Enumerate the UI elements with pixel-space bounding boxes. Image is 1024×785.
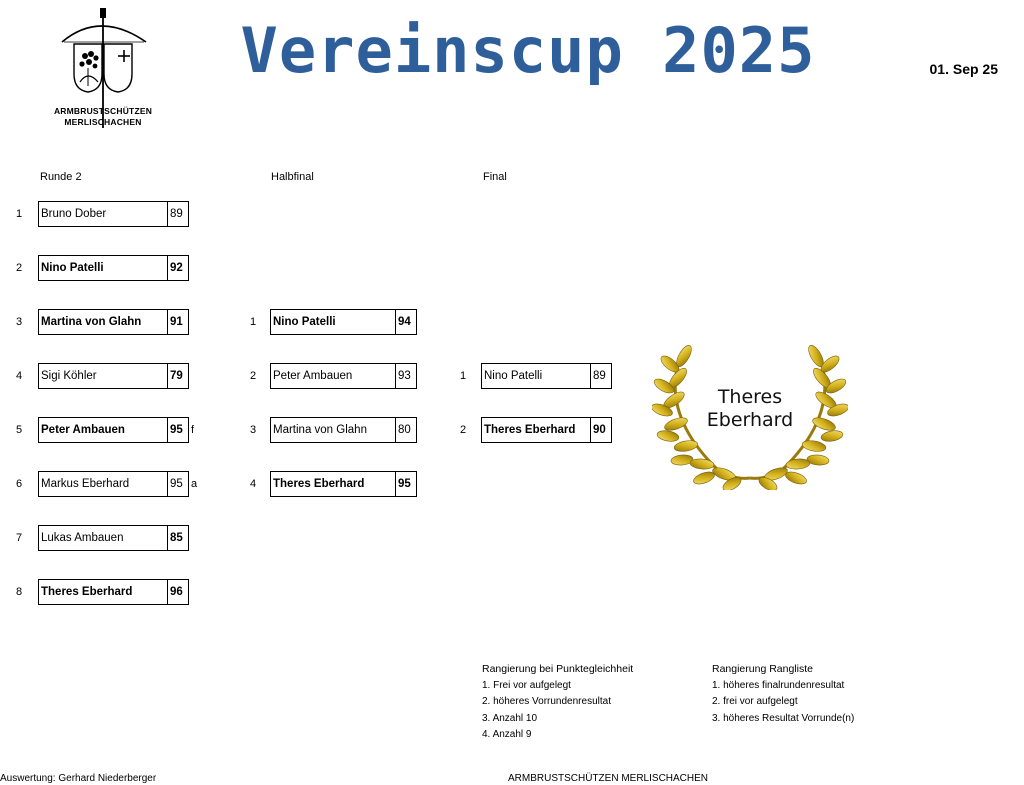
competitor-name: Markus Eberhard [39,472,168,496]
semifinal-seed: 4 [250,478,257,490]
competitor-name: Sigi Köhler [39,364,168,388]
semifinal-seed: 1 [250,316,257,328]
logo-text-line1: ARMBRUSTSCHÜTZEN [53,106,153,116]
ranking-item: 3. höheres Resultat Vorrunde(n) [712,713,855,724]
round2-seed: 1 [16,208,23,220]
round2-label: Runde 2 [40,171,82,183]
final-label: Final [483,171,507,183]
winner-last-name: Eberhard [706,409,794,431]
semifinal-entry [270,363,417,389]
ranking-item: 1. höheres finalrundenresultat [712,680,845,691]
competitor-score: 89 [170,208,183,220]
competitor-score: 95 [170,424,183,436]
round2-seed: 4 [16,370,23,382]
round2-seed: 8 [16,586,23,598]
final-entry [481,417,612,443]
competitor-score: 95 [398,478,411,490]
semifinal-entry [270,471,417,497]
competitor-score: 95 [170,478,183,490]
round2-entry [38,255,189,281]
round2-seed: 5 [16,424,23,436]
round2-entry [38,309,189,335]
round2-seed: 6 [16,478,23,490]
semifinal-entry [270,309,417,335]
competitor-score: 89 [593,370,606,382]
round2-seed: 7 [16,532,23,544]
competitor-score: 92 [170,262,183,274]
tiebreak-item: 2. höheres Vorrundenresultat [482,696,611,707]
competitor-name: Bruno Dober [39,202,168,226]
round2-seed: 3 [16,316,23,328]
round2-entry [38,363,189,389]
semifinal-entry [270,417,417,443]
competitor-score: 90 [593,424,606,436]
competitor-name: Peter Ambauen [271,364,396,388]
tiebreak-item: 4. Anzahl 9 [482,729,532,740]
semifinal-seed: 2 [250,370,257,382]
round2-entry [38,471,189,497]
footer-club: ARMBRUSTSCHÜTZEN MERLISCHACHEN [508,773,709,784]
final-entry [481,363,612,389]
competitor-name: Nino Patelli [271,310,396,334]
page-title: Vereinscup 2025 [240,14,816,87]
tiebreak-item: 1. Frei vor aufgelegt [482,680,571,691]
competitor-name: Nino Patelli [39,256,168,280]
competitor-score: 94 [398,316,411,328]
round2-seed: 2 [16,262,23,274]
competitor-score: 93 [398,370,411,382]
final-seed: 2 [460,424,467,436]
competitor-name: Lukas Ambauen [39,526,168,550]
competitor-score: 91 [170,316,183,328]
competitor-name: Theres Eberhard [271,472,396,496]
event-date: 01. Sep 25 [929,61,998,77]
winner-name [652,386,848,432]
round2-entry [38,579,189,605]
tiebreak-suffix: a [191,478,198,490]
competitor-name: Theres Eberhard [39,580,168,604]
competitor-name: Nino Patelli [482,364,591,388]
semifinal-seed: 3 [250,424,257,436]
round2-entry [38,201,189,227]
competitor-score: 79 [170,370,183,382]
ranking-heading: Rangierung Rangliste [712,663,813,675]
tiebreak-heading: Rangierung bei Punktegleichheit [482,663,634,675]
tiebreak-suffix: f [191,424,195,436]
logo-text-line2: MERLISCHACHEN [64,117,142,127]
competitor-score: 96 [170,586,183,598]
ranking-item: 2. frei vor aufgelegt [712,696,798,707]
competitor-name: Martina von Glahn [39,310,168,334]
round2-entry [38,417,189,443]
tiebreak-item: 3. Anzahl 10 [482,713,538,724]
competitor-name: Theres Eberhard [482,418,591,442]
competitor-name: Peter Ambauen [39,418,168,442]
final-seed: 1 [460,370,467,382]
competitor-score: 85 [170,532,183,544]
semifinal-label: Halbfinal [271,171,314,183]
competitor-score: 80 [398,424,411,436]
footer-evaluator: Auswertung: Gerhard Niederberger [0,773,157,784]
winner-first-name: Theres [717,386,783,408]
competitor-name: Martina von Glahn [271,418,396,442]
round2-entry [38,525,189,551]
